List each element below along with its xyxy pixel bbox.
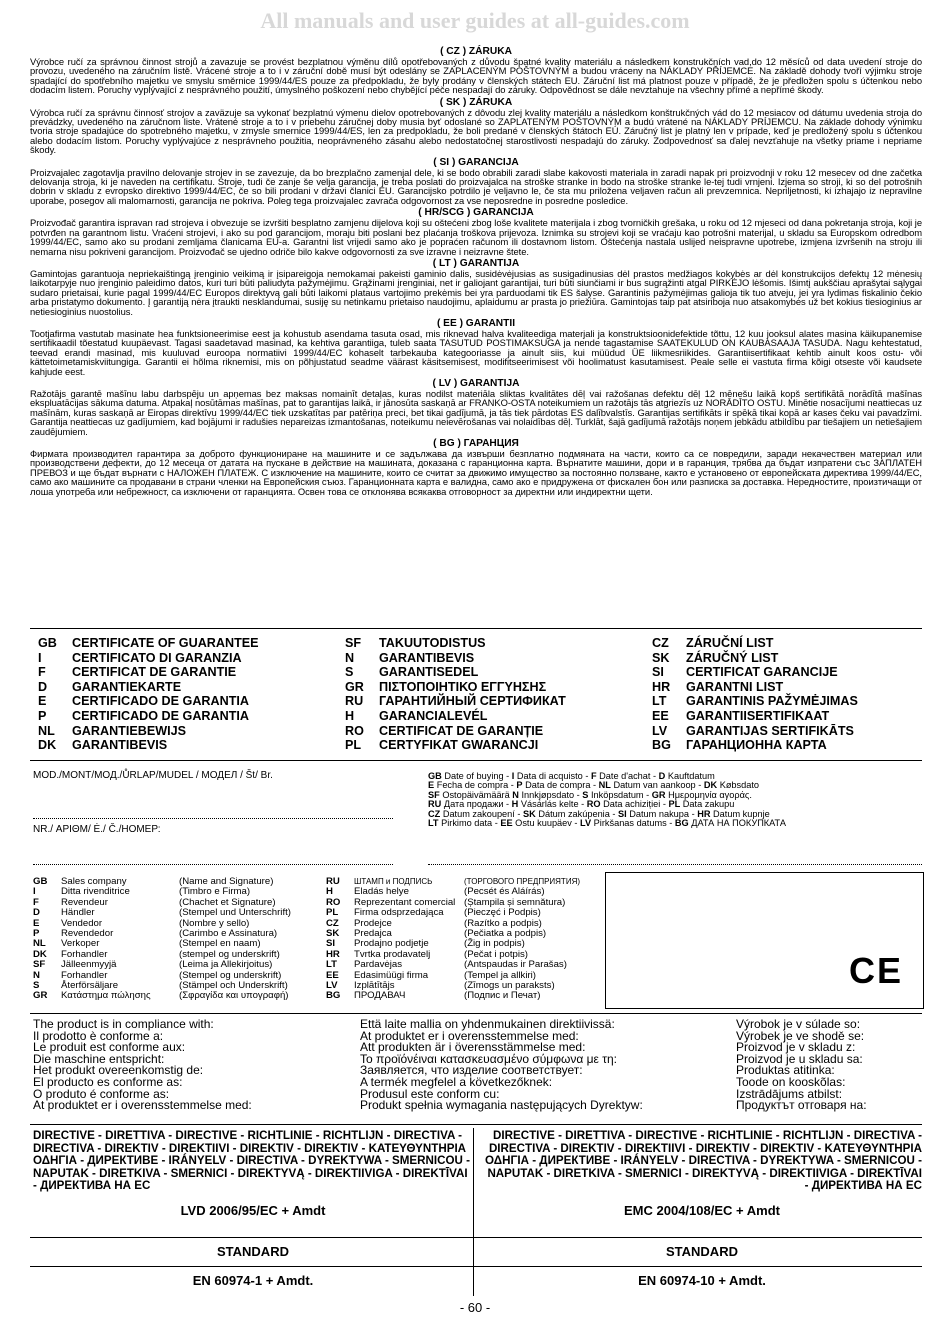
certificate-row <box>38 651 259 666</box>
divider <box>30 1266 922 1267</box>
certificate-row <box>652 665 858 680</box>
certificate-label: GARANTIJAS SERTIFIKĀTS <box>686 723 854 738</box>
warranty-section-sk <box>30 97 922 155</box>
date-row: RU Дата продажи - H Vásárlás kelte - RO Data achiziției - PL Data zakupu <box>428 799 735 810</box>
certificate-row <box>652 694 858 709</box>
certificate-label: GARANTISEDEL <box>379 665 479 680</box>
certificate-label: CERTIFICATO DI GARANZIA <box>72 650 242 665</box>
certificate-row <box>38 724 259 739</box>
standard-label: STANDARD <box>217 1244 289 1259</box>
certificate-row <box>38 738 259 753</box>
language-code: S <box>345 665 354 680</box>
directive-header: DIRECTIVE - DIRETTIVA - DIRECTIVE - RICHTLINIE - RICHTLIJN - DIRECTIVA - DIRECTIVA - DIREKTIV - DIREKTIIVI - DIREKTIV - DIREKTIV - ΚΑΤΕΥΘΥΝΤΗΡΙΑ ΟΔΗΓΙΑ - ДИРЕКТИВЕ - IRÁNYELV - DIRECTIVA - DYREKTYWA - SMERNICOU - NAPUTAK - DIRETKIVA - SMERNICI - DIREKTYVĄ - DIREKTIIVIGA - DIREKTĪVAI - ДИРЕКТИВА НА ЕС <box>33 1129 470 1193</box>
certificate-label: ГАРАНТИЙНЫЙ СЕРТИФИКАТ <box>379 694 566 709</box>
certificate-row <box>345 651 566 666</box>
language-code: RU <box>345 694 364 709</box>
certificate-label: GARANTIEKARTE <box>72 679 182 694</box>
certificate-label: CERTYFIKAT GWARANCJI <box>379 738 539 753</box>
language-code: LV <box>652 723 668 738</box>
language-code: HR <box>652 679 671 694</box>
dealer-stamp-box[interactable] <box>605 872 924 1009</box>
date-row: LT Pirkimo data - EE Ostu kuupäev - LV Pirkšanas datums - BG ДАТА НА ПОКУПКАТА <box>428 818 786 829</box>
section-body: Výrobce ručí za správnou činnost strojů a zavazuje se provést bezplatnou výměnu dílů opotřebovaných z důvodu špatné kvality materiálu a následkem konstrukčních vad,do 12 měsíců od data uvedení stroje do provozu, uvedeného na záručním listě. Vrácené stroje a to i v záruční době musí být odeslány se ZAPLACENÝM POŠTOVNÝM a budou vráceny na NÁKLADY PŘÍJEMCE. Na základě dohody tvoří výjimku stroje spadající do spotřebního majetku ve smyslu směrnice 1999/44/ES pouze za předpokladu, že byly prodány v členských státech EU. Záruční list má platnost pouze v případě, že je předložen spolu s účtenkou nebo dodacím listem. Poruchy vyplývající z nesprávného použití, úmyslného poškození nebo chybějící péče nespadají do záruky. Odpovědnost se dále nevztahuje na všechny přímé a nepřímé škody. <box>30 56 922 96</box>
certificate-row <box>38 709 259 724</box>
certificate-row <box>38 636 259 651</box>
language-code: GR <box>345 679 364 694</box>
certificate-row <box>652 680 858 695</box>
divider <box>30 1013 922 1014</box>
directive-header: DIRECTIVE - DIRETTIVA - DIRECTIVE - RICHTLINIE - RICHTLIJN - DIRECTIVA - DIRECTIVA - DIREKTIV - DIREKTIIVI - DIREKTIV - DIREKTIV - ΚΑΤΕΥΘΥΝΤΗΡΙΑ ΟΔΗΓΙΑ - ДИРЕКТИВЕ - IRÁNYELV - DIRECTIVA - DYREKTYWA - SMERNICOU - NAPUTAK - DIRETKIVA - SMERNICI - DIREKTYVĄ - DIREKTIIVIGA - DIREKTĪVAI - ДИРЕКТИВА НА ЕС <box>485 1129 922 1193</box>
divider <box>30 1124 922 1125</box>
certificate-row <box>652 651 858 666</box>
divider <box>30 760 922 761</box>
directive-emc <box>482 1130 922 1218</box>
certificate-row <box>345 709 566 724</box>
language-code: N <box>345 650 355 665</box>
certificate-row <box>38 665 259 680</box>
certificate-label: GARANTINIS PAŽYMĖJIMAS <box>686 694 858 709</box>
section-body: Výrobca ručí za správnu činnosť strojov a zaväzuje sa vykonať bezplatnú výmenu dielov opotrebovaných z dôvodu zlej kvality materiálu a následkom konštrukčných vád do 12 mesiacov od dátumu uvedenia stroja do prevádzky, uvedeného na záručnom liste. Vrátené stroje a to i v priebehu záručnej doby musia byť odoslané so ZAPLATENÝM POŠTOVNÝM a budú vrátené na NÁKLADY PRÍJEMCU. Na základe dohody výnimku tvoria stroje spadajúce do spotrebného majetku, v zmysle smernice 1999/44/ES, len za predpokladu, že boli predané v členských štátoch EÚ. Záručný list je platný len v prípade, keď je predložený spolu s účtenkou alebo dodacím listom. Poruchy vyplývajúce z nesprávneho použitia, neoprávneného zásahu alebo nedostatočnej starostlivosti nespadajú do záruky. Zodpovednosť sa ďalej nevzťahuje na všetky priame i nepriame škody. <box>30 106 922 156</box>
column-divider <box>473 1128 474 1296</box>
section-title: ( EE ) GARANTII <box>436 317 516 329</box>
certificate-label: ГАРАНЦИОННА КАРТА <box>686 738 827 753</box>
certificate-row <box>652 636 858 651</box>
standard-value: EN 60974-1 + Amdt. <box>192 1273 314 1288</box>
compliance-column: The product is in compliance with: Il prodotto è conforme a: Le produit est conforme aux: Die maschine entspricht: Het produkt overeenkomstig de: El producto es conforme as: O produto é conforme as: At produktet er i overensstemmelse med: <box>33 1017 252 1113</box>
section-title: ( SK ) ZÁRUKA <box>439 96 513 108</box>
certificate-label: CERTIFICAT DE GARANTIE <box>72 665 237 680</box>
date-of-buying-labels <box>428 772 928 828</box>
certificate-label: CERTIFICATE OF GUARANTEE <box>72 636 259 650</box>
language-code: PL <box>345 738 362 753</box>
page-number: - 60 - <box>459 1300 491 1315</box>
certificate-label: CERTIFICADO DE GARANTIA <box>72 694 250 709</box>
language-code: DK <box>38 738 57 753</box>
sales-company-labels: GB Sales company (Name and Signature) I Ditta rivenditrice (Timbro e Firma) F Revendeur (Chachet et Signature) D Händler (Stempel und Unterschrift) E Vendedor (Nombre y sello) P Revendedor (Carimbo e Assinatura) NL Verkoper (Stempel en naam) DK Forhandler (stempel og underskrift) SF Jälleenmyyjä (Leima ja Allekirjoitus) N Forhandler (Stempel og underskrift) S Återförsäljare (Stämpel och Underskrift) GR Κατάστημα πώλησης (Σφραγίδα και υπογραφή) <box>33 876 291 1002</box>
language-code: EE <box>652 708 669 723</box>
certificate-label: CERTIFICAT DE GARANȚIE <box>379 723 544 738</box>
section-body: Proizvajalec zagotavlja pravilno delovanje strojev in se zavezuje, da bo brezplačno zamenjal dele, ki se bodo obrabili zaradi slabe kakovosti materiala in zaradi napak pri proizvodnji v roku 12 mesecev od dne začetka delovanja stroja, ki je naveden na certifikatu. Stroje, tudi če zanje še velja garancija, je treba poslati do proizvajalca na stroške stranke in bodo na stroške stranke le-tej tudi vrnjeni. Izjema so stroji, ki so del potrošnih dobrin v skladu z evropsko direktivo 1999/44/EC, če so bili prodani v državi članici EU. Garancijsko potrdilo je veljavno le, če sta mu priložena veljaven račun ali prevzemnica. Nepriljetnosti, ki izhajajo iz nepravilne uporabe, posegov ali malomarnosti, garancija ne pokriva. Poleg tega proizvajalec zavrača odgovornost za vse neposredne in posredne posledice. <box>30 166 922 206</box>
language-code: SI <box>652 665 664 680</box>
section-body: Proizvođač garantira ispravan rad strojeva i obvezuje se izvršiti besplatno zamjenu dijelova koji su oštećeni zbog loše kvalitete materijala i zbog tvorničkih grešaka, u roku od 12 mjeseci od dana pokretanja stroja, koji je potvrđen na garantnom listu. Vraćeni strojevi, i ako su pod garancijom, moraju biti poslani bez plaćanja troškova prijevoza. Iznimka su strojevi koji se vraćaju kao potrošni materijal, u skladu sa Europskom odredbom 1999/44/EC, samo ako su prodani zemljama članicama EU-a. Garantni list vrijedi samo ako je popraćen računom ili dostavnom listom. Oštećenja nastala uslijed neispravne upotrebe, izmjena izvršenih na stroju ili nemarna nisu pokriveni garancijom. Proizvođač se ujedno odriče bilo kakve odgovornosti za sve izravne i neizravne štete. <box>30 217 922 257</box>
watermark: All manuals and user guides at all-guides.com <box>260 8 690 33</box>
language-code: GB <box>38 636 57 650</box>
warranty-section-cz <box>30 46 922 95</box>
date-row: GB Date of buying - I Data di acquisto - F Date d'achat - D Kauftdatum <box>428 771 715 781</box>
certificate-row <box>652 738 858 753</box>
certificate-column <box>652 636 858 753</box>
section-title: ( BG ) ГАРАНЦИЯ <box>433 438 519 449</box>
language-code: RO <box>345 723 364 738</box>
certificate-label: ΠΙΣΤΟΠΟΙΗΤΙΚΟ ΕΓΓΥΗΣΗΣ <box>379 679 547 694</box>
language-code: D <box>38 679 48 694</box>
language-code: CZ <box>652 636 669 650</box>
divider <box>30 628 922 629</box>
section-title: ( HR/SCG ) GARANCIJA <box>418 207 534 219</box>
date-field[interactable] <box>428 864 922 865</box>
certificate-row <box>652 709 858 724</box>
warranty-section-lv <box>30 378 922 436</box>
warranty-section-si <box>30 157 922 206</box>
warranty-section-bg <box>30 438 922 496</box>
certificate-label: GARANTNI LIST <box>686 679 784 694</box>
certificate-label: CERTIFICADO DE GARANTIA <box>72 708 250 723</box>
certificate-label: TAKUUTODISTUS <box>379 636 486 650</box>
language-code: E <box>38 694 47 709</box>
certificate-label: GARANTIISERTIFIKAAT <box>686 708 830 723</box>
model-label: MOD./MONT/МОД./ŮRLAP/MUDEL / МОДЕЛ / Št/ Br. <box>33 770 273 781</box>
section-title: ( SI ) GARANCIJA <box>433 156 519 168</box>
directive-lvd <box>33 1130 473 1218</box>
certificate-row <box>652 724 858 739</box>
certificate-label: CERTIFICAT GARANCIJE <box>686 665 838 680</box>
warranty-sections <box>30 44 922 496</box>
section-body: Ražotājs garantē mašīnu labu darbspēju un apņemas bez maksas nomainīt detaļas, kuras nodilst materiāla sliktas kvalitātes dēļ vai ražošanas defektu dēļ 12 mēnešu laikā kopš sertifikātā norādītā mašīnas ekspluatācijas sākuma datuma. Atpakaļ nosūtāmas mašīnas, pat to garantijas laikā, ir jānosūta saskaņā ar FRANKO-OSTA noteikumiem un ražotājs tās atgriezīs uz NORĀDĪTO OSTU. Minētie nosacījumi neattiecas uz mašīnām, kuras saskaņā ar Eiropas direktīvu 1999/44/EC tiek uzskatītas par patēriņa preci, bet tikai gadījumā, ja tās tiek pārdotas ES dalībvalstīs. Garantijas sertifikāts ir spēkā tikai kopā ar kases čeku vai pavadzīmi. Garantija neattiecas uz gadījumiem, kad bojājumi ir radušies nepareizas izmantošanas, noteikumu neievērošanas vai nolaidības dēļ. Turklāt, šajā gadījumā ražotājs noņem jebkādu atbildību par tiešajiem un netiešajiem zaudējumiem. <box>30 387 922 437</box>
warranty-section-hr <box>30 207 922 256</box>
language-code: P <box>38 708 47 723</box>
certificate-row <box>345 738 566 753</box>
section-body: Gamintojas garantuoja nepriekaištingą įrenginio veikimą ir įsipareigoja nemokamai pakeisti gaminio dalis, susidėvėjusias as susigadinusias dėl prastos medžiagos kokybės ar dėl konstrukcijos defektų 12 mėnesių laikotarpyje nuo įrenginio paleidimo datos, kuri turi būti paliudyta pažymėjimu. Grąžinami įrenginiai, net ir galiojant garantijai, turi būti siunčiami ir bus sugrąžinti atgal PIRKĖJO lėšomis. Išimtį aukščiau aprašytai sąlygai sudaro prietaisai, kurie pagal 1999/44/EC Europos direktyvą gali būti laikomi plataus vartojimo prekėmis bei yra parduodami tik ES šalyse. Garantinis pažymėjimas galioja tik tuo atveju, jei yra lydimas fiskalinio čekio arba pristatymo dokumento. Į garantiją nėra įtraukti nesklandumai, susiję su netinkamu prietaiso naudojimu, aplaidumu ar prasta jo priežiūra. Gamintojas taip pat atsiriboja nuo atsakomybės už bet kokius tiesioginius ar netiesioginius nuostolius. <box>30 267 922 317</box>
certificate-column <box>38 636 259 753</box>
language-code: NL <box>38 723 55 738</box>
date-row: E Fecha de compra - P Data de compra - NL Datum van aankoop - DK Købsdato <box>428 780 760 791</box>
warranty-section-lt <box>30 258 922 316</box>
language-code: H <box>345 708 355 723</box>
section-title: ( LT ) GARANTIJA <box>432 257 520 269</box>
date-row: CZ Datum zakoupení - SK Dátum zakúpenia - SI Datum nakupa - HR Datum kupnje <box>428 808 770 819</box>
directive-value: LVD 2006/95/EC + Amdt <box>180 1202 326 1218</box>
certificate-label: GARANTIBEVIS <box>72 738 168 753</box>
certificate-row <box>345 724 566 739</box>
directive-value: EMC 2004/108/EC + Amdt <box>624 1202 780 1218</box>
language-code: BG <box>652 738 671 753</box>
section-body: Фирмата производител гарантира за доброто функциониране на машините и се задължава да извърши безплатно подмяната на части, които са се повредили, заради некачествен материал или производствени дефекти, до 12 месеца от датата на пускане в действие на машината, доказана с гаранционна карта. Върнатите машини, дори и в гаранция, трябва да бъдат изпратени със ЗАПЛАТЕН ПРЕВОЗ и ще бъдат върнати с НАЛОЖЕН ПЛАТЕЖ. С изключение на машините, които се считат за движимо имущество за постоянно ползване, както е установено от европейската директива 1999/44/EC, само ако машините са продавани в страни членки на Европейския съюз. Гаранционната карта е валидна, само ако е придружена от фискален бон или разписка за доставка. Нередностите, произтичащи от лоша употреба или небрежност, са изключени от гаранцията. Освен това се отклонява всякаква отговорност за директни или индиректни щети. <box>30 448 922 497</box>
compliance-column: Výrobok je v súlade so: Výrobek je ve shodě se: Proizvod je v skladu z: Proizvod je u skladu sa: Produktas atitinka: Toode on kooskõlas: Izstrādājums atbilst: Продуктът отговаря на: <box>736 1017 867 1113</box>
divider <box>30 1237 922 1238</box>
number-label: NR./ ΑΡΙΘΜ/ Ė./ Č./НОМЕР: <box>33 824 161 835</box>
standard-value: EN 60974-10 + Amdt. <box>638 1273 766 1288</box>
certificate-column <box>345 636 566 753</box>
date-row: SF Ostopäivämäärä N Innkjøpsdato - S Inköpsdatum - GR Ημερομηνία αγοράς. <box>428 789 752 800</box>
section-body: Tootjafirma vastutab masinate hea funktsioneerimise eest ja kohustub asendama tasuta osad, mis riknevad halva kvaliteediga materjali ja konstruktsioonidefektide tõttu, 12 kuu jooksul alates masina käikupanemise sertifikaadil tõestatud kuupäevast. Tagasi saadetavad masinad, ka kehtiva garantiiga, tuleb saata TASUTUD POSTIMAKSUGA ja nende tagastamise SAATEKULUD ON KAUBASAAJA TASUDA. Nagu kehtestatud, teevad erandi masinad, mis kuuluvad euroopa normatiivi 1999/44/EC kohaselt tarbekauba kategooriasse ja ainult siis, kui müüdud ÜE liikmesriikides. Garantiisertifikaat kehtib ainult koos ostu- või kättetoimetamiskviitungiga. Garantii ei hõlma riknemisi, mis on põhjustatud seadme väärast käsitsemisest, modifitseerimisest või hoolimatust kasutamisest. Peale selle ei vastuta firma kõigi otseste või kaudsete kahjude eest. <box>30 327 922 377</box>
standard-label: STANDARD <box>666 1244 738 1259</box>
certificate-row <box>345 665 566 680</box>
certificate-label: ZÁRUČNÍ LIST <box>686 636 774 650</box>
section-title: ( LV ) GARANTIJA <box>432 377 520 389</box>
language-code: SK <box>652 650 670 665</box>
certificate-row <box>38 694 259 709</box>
language-code: LT <box>652 694 667 709</box>
certificate-label: GARANCIALEVÉL <box>379 708 488 723</box>
sales-company-labels-2: RU ШТАМП и ПОДПИСЬ (ТОРГОВОГО ПРЕДПРИЯТИЯ) H Eladás helye (Pecsét és Aláírás) RO Reprezentant comercial (Ștampila și semnătura) PL Firma odsprzedająca (Pieczęć i Podpis) CZ Prodejce (Razítko a podpis) SK Predajca (Pečiatka a podpis) SI Prodajno podjetje (Žig in podpis) HR Tvrtka prodavatelj (Pečat i potpis) LT Pardavėjas (Antspaudas ir Parašas) EE Edasimüügi firma (Tempel ja allkiri) LV Izplātītājs (Zīmogs un paraksts) BG ПРОДАВАЧ (Подпис и Печат) <box>326 876 581 1002</box>
language-code: I <box>38 650 42 665</box>
ce-mark-icon: CE <box>848 950 903 991</box>
number-field[interactable] <box>33 864 393 865</box>
model-field[interactable] <box>33 818 393 819</box>
language-code: SF <box>345 636 362 650</box>
certificate-label: GARANTIEBEWIJS <box>72 723 187 738</box>
certificate-row <box>345 680 566 695</box>
certificate-label: GARANTIBEVIS <box>379 650 475 665</box>
section-title: ( CZ ) ZÁRUKA <box>440 46 512 57</box>
warranty-section-ee <box>30 318 922 376</box>
certificate-row <box>345 694 566 709</box>
language-code: F <box>38 665 46 680</box>
certificate-row <box>38 680 259 695</box>
compliance-column: Että laite mallia on yhdenmukainen direktiivissä: At produktet er i overensstemmelse med: Att produkten är i överensstämmelse med: Το προϊόνέιναι κατασκευασμένο σύμφωνα με τη: Заявляется, что изделие соответствует: A termék megfelel a következőknek: Produsul este conform cu: Produkt spełnia wymagania następujących Dyrektyw: <box>360 1017 643 1113</box>
certificate-row <box>345 636 566 651</box>
certificate-label: ZÁRUČNÝ LIST <box>686 650 779 665</box>
